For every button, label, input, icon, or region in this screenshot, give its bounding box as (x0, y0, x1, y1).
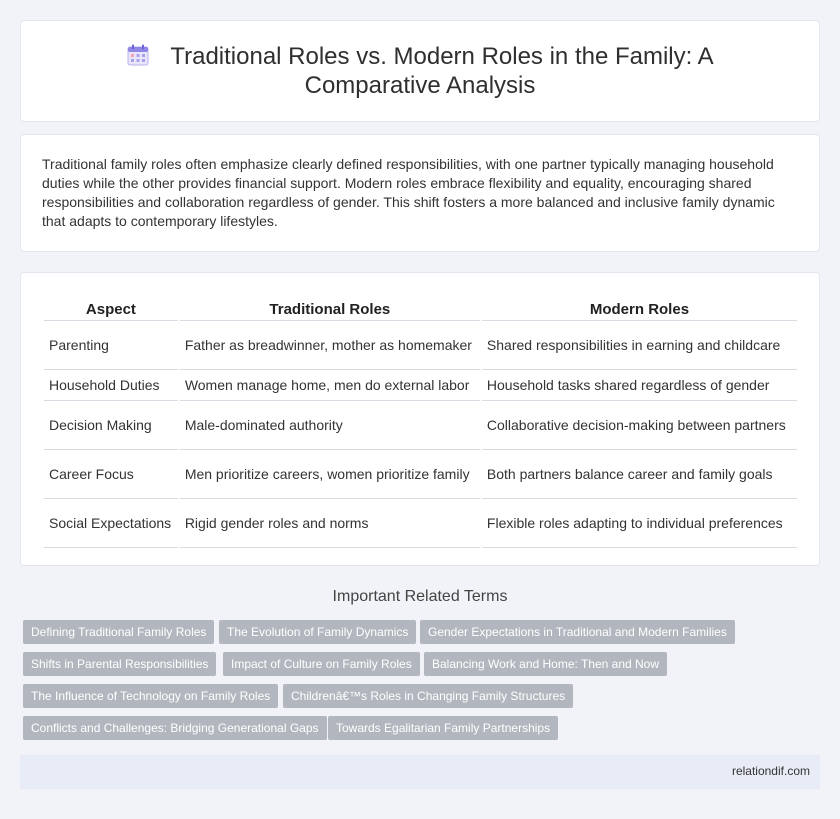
page-title (61, 42, 779, 100)
header-modern: Modern Roles (482, 297, 797, 321)
cell-modern: Collaborative decision-making between partners (482, 401, 797, 450)
related-term-tag[interactable]: Shifts in Parental Responsibilities (23, 652, 216, 676)
cell-traditional: Women manage home, men do external labor (180, 370, 480, 401)
related-term-tag[interactable]: The Evolution of Family Dynamics (219, 620, 416, 644)
calendar-icon (126, 43, 150, 67)
related-term-tag[interactable]: Childrenâ€™s Roles in Changing Family Structures (283, 684, 573, 708)
page-title-text: Traditional Roles vs. Modern Roles in the Family: A Comparative Analysis (170, 43, 714, 99)
cell-modern: Household tasks shared regardless of gender (482, 370, 797, 401)
related-term-tag[interactable]: Towards Egalitarian Family Partnerships (328, 716, 558, 740)
footer (20, 755, 820, 789)
table-row (44, 401, 797, 450)
cell-modern: Both partners balance career and family goals (482, 450, 797, 499)
related-term-tag[interactable]: Impact of Culture on Family Roles (223, 652, 420, 676)
related-term-tag[interactable]: The Influence of Technology on Family Roles (23, 684, 278, 708)
cell-traditional: Father as breadwinner, mother as homemaker (180, 321, 480, 370)
header-card (20, 20, 820, 122)
table-row (44, 321, 797, 370)
cell-aspect: Career Focus (44, 450, 178, 499)
table-header-row (44, 297, 797, 321)
cell-aspect: Parenting (44, 321, 178, 370)
intro-card (20, 134, 820, 252)
cell-traditional: Male-dominated authority (180, 401, 480, 450)
cell-aspect: Decision Making (44, 401, 178, 450)
related-term-tag[interactable]: Defining Traditional Family Roles (23, 620, 214, 644)
comparison-table (42, 297, 799, 548)
related-term-tag[interactable]: Balancing Work and Home: Then and Now (424, 652, 667, 676)
table-row (44, 370, 797, 401)
cell-aspect: Social Expectations (44, 499, 178, 548)
footer-site-link[interactable]: relationdif.com (731, 764, 810, 778)
cell-aspect: Household Duties (44, 370, 178, 401)
cell-modern: Shared responsibilities in earning and childcare (482, 321, 797, 370)
related-term-tag[interactable]: Conflicts and Challenges: Bridging Generational Gaps (23, 716, 327, 740)
cell-traditional: Rigid gender roles and norms (180, 499, 480, 548)
cell-modern: Flexible roles adapting to individual preferences (482, 499, 797, 548)
table-row (44, 499, 797, 548)
table-row (44, 450, 797, 499)
related-term-tag[interactable]: Gender Expectations in Traditional and Modern Families (420, 620, 735, 644)
title-row (21, 21, 819, 121)
header-aspect: Aspect (44, 297, 178, 321)
cell-traditional: Men prioritize careers, women prioritize family (180, 450, 480, 499)
header-traditional: Traditional Roles (180, 297, 480, 321)
comparison-table-card (20, 272, 820, 566)
related-terms-title: Important Related Terms (332, 588, 508, 605)
intro-paragraph: Traditional family roles often emphasize clearly defined responsibilities, with one partner typically managing household duties while the other provides financial support. Modern roles embrace flexibility and equality, encouraging shared responsibilities and collaboration regardless of gender. This shift fosters a more balanced and inclusive family dynamic that adapts to contemporary lifestyles. (42, 156, 775, 229)
